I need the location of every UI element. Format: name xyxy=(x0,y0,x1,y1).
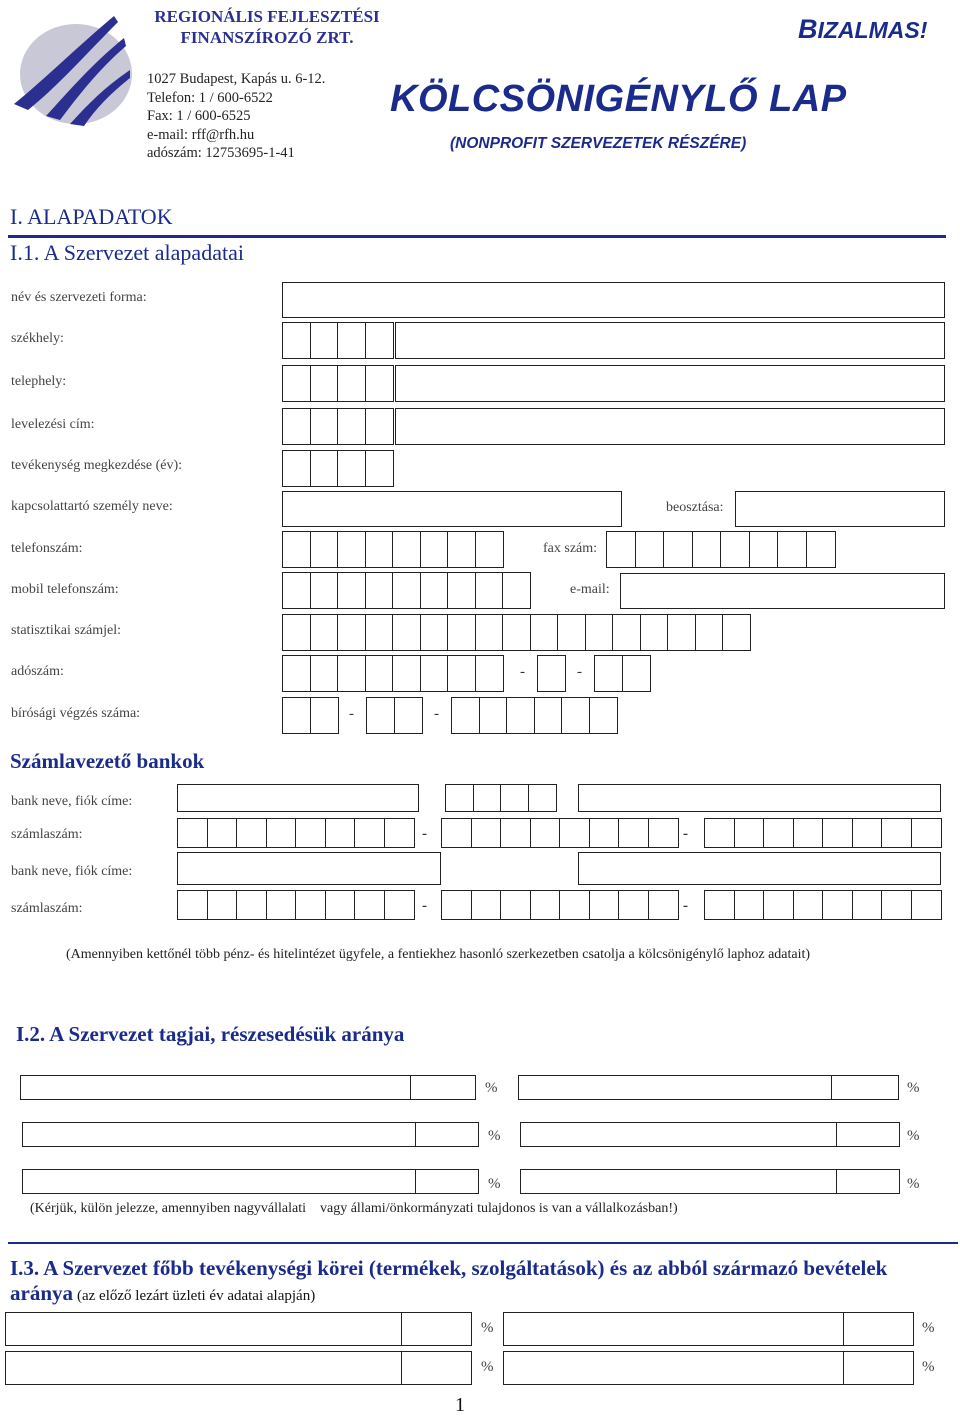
input-activity-2-share[interactable] xyxy=(843,1312,914,1346)
org-fax: Fax: 1 / 600-6525 xyxy=(147,108,251,124)
input-court-order-part1[interactable] xyxy=(282,697,337,734)
input-court-order-part2[interactable] xyxy=(366,697,421,734)
activities-heading-line2 xyxy=(10,1281,315,1306)
members-heading: I.2. A Szervezet tagjai, részesedésük aránya xyxy=(16,1022,405,1046)
label-bank-1: bank neve, fiók címe: xyxy=(11,794,133,809)
input-activity-2-name[interactable] xyxy=(503,1312,845,1346)
input-activity-1-share[interactable] xyxy=(401,1312,472,1346)
input-member-4-name[interactable] xyxy=(520,1122,838,1147)
label-mobile: mobil telefonszám: xyxy=(11,582,119,597)
page-number: 1 xyxy=(455,1394,465,1416)
input-account-2-part3[interactable] xyxy=(704,890,940,920)
input-mobile[interactable] xyxy=(282,572,530,609)
org-address: 1027 Budapest, Kapás u. 6-12. xyxy=(147,71,326,87)
input-tax-number-part1[interactable] xyxy=(282,655,502,692)
input-member-2-name[interactable] xyxy=(518,1075,833,1100)
tax-number-dash-2: - xyxy=(577,664,582,680)
org-phone: Telefon: 1 / 600-6522 xyxy=(147,89,273,106)
input-court-order-part3[interactable] xyxy=(451,697,616,734)
label-court-order: bírósági végzés száma: xyxy=(11,706,141,721)
member-2-percent: % xyxy=(907,1080,920,1096)
account-1-dash-2: - xyxy=(683,826,688,842)
activity-3-percent: % xyxy=(481,1359,494,1375)
member-1-percent: % xyxy=(485,1080,498,1096)
input-activity-4-share[interactable] xyxy=(843,1351,914,1385)
banks-heading: Számlavezető bankok xyxy=(10,749,205,773)
input-start-year[interactable] xyxy=(282,450,392,487)
input-account-1-part3[interactable] xyxy=(704,818,940,848)
input-tax-number-part3[interactable] xyxy=(594,655,649,692)
input-account-2-part2[interactable] xyxy=(441,890,677,920)
org-tax-number: adószám: 12753695-1-41 xyxy=(147,145,295,161)
input-mail-address[interactable] xyxy=(395,408,945,445)
label-position: beosztása: xyxy=(666,500,724,515)
activity-2-percent: % xyxy=(922,1320,935,1336)
subsection-heading-alapadatai: I.1. A Szervezet alapadatai xyxy=(10,240,244,265)
label-email: e-mail: xyxy=(570,582,610,597)
confidential-label xyxy=(798,14,927,45)
input-member-5-name[interactable] xyxy=(22,1169,417,1194)
input-mail-postcode[interactable] xyxy=(282,408,392,445)
section-heading-alapadatok: I. ALAPADATOK xyxy=(10,204,173,229)
input-phone[interactable] xyxy=(282,531,502,568)
input-member-3-name[interactable] xyxy=(22,1122,417,1147)
label-name-form: név és szervezeti forma: xyxy=(11,290,147,305)
input-activity-3-name[interactable] xyxy=(5,1351,403,1385)
input-account-2-part1[interactable] xyxy=(177,890,413,920)
form-title: KÖLCSÖNIGÉNYLŐ LAP xyxy=(390,78,847,120)
org-contact xyxy=(147,70,325,163)
input-stat-code[interactable] xyxy=(282,614,750,651)
member-5-percent: % xyxy=(488,1176,501,1192)
input-activity-4-name[interactable] xyxy=(503,1351,845,1385)
member-4-percent: % xyxy=(907,1128,920,1144)
tax-number-dash-1: - xyxy=(520,664,525,680)
label-seat: székhely: xyxy=(11,331,64,346)
org-name-line1: REGIONÁLIS FEJLESZTÉSI xyxy=(154,7,380,26)
input-site-postcode[interactable] xyxy=(282,365,392,402)
input-site-address[interactable] xyxy=(395,365,945,402)
input-member-4-share[interactable] xyxy=(836,1122,900,1147)
members-note: (Kérjük, külön jelezze, amennyiben nagyvállalati vagy állami/önkormányzati tulajdonos is van a vállalkozásban!) xyxy=(30,1201,678,1216)
input-member-3-share[interactable] xyxy=(415,1122,479,1147)
input-member-1-name[interactable] xyxy=(20,1075,412,1100)
label-fax: fax szám: xyxy=(543,541,598,556)
activity-4-percent: % xyxy=(922,1359,935,1375)
input-bank-1-address[interactable] xyxy=(578,784,941,812)
input-member-6-name[interactable] xyxy=(520,1169,838,1194)
input-fax[interactable] xyxy=(606,531,834,568)
section-divider-2 xyxy=(8,1242,958,1244)
court-order-dash-1: - xyxy=(349,706,354,722)
input-member-1-share[interactable] xyxy=(410,1075,476,1100)
label-phone: telefonszám: xyxy=(11,541,83,556)
input-name-form[interactable] xyxy=(282,282,945,318)
label-contact-name: kapcsolattartó személy neve: xyxy=(11,499,173,514)
input-seat-postcode[interactable] xyxy=(282,322,392,359)
form-subtitle: (NONPROFIT SZERVEZETEK RÉSZÉRE) xyxy=(450,135,747,152)
input-contact-name[interactable] xyxy=(282,491,622,527)
label-bank-2: bank neve, fiók címe: xyxy=(11,864,133,879)
court-order-dash-2: - xyxy=(434,706,439,722)
label-account-1: számlaszám: xyxy=(11,827,83,842)
input-member-6-share[interactable] xyxy=(836,1169,900,1194)
account-2-dash-1: - xyxy=(422,898,427,914)
input-bank-2-address[interactable] xyxy=(578,852,941,885)
input-bank-2-name[interactable] xyxy=(177,852,441,885)
input-tax-number-part2[interactable] xyxy=(537,655,565,692)
label-stat-code: statisztikai számjel: xyxy=(11,623,122,638)
section-divider xyxy=(8,235,946,238)
label-start-year: tevékenység megkezdése (év): xyxy=(11,458,183,473)
account-2-dash-2: - xyxy=(683,898,688,914)
input-member-5-share[interactable] xyxy=(415,1169,479,1194)
input-position[interactable] xyxy=(735,491,945,527)
input-activity-1-name[interactable] xyxy=(5,1312,403,1346)
org-name-line2: FINANSZÍROZÓ ZRT. xyxy=(180,28,354,47)
input-activity-3-share[interactable] xyxy=(401,1351,472,1385)
org-email: e-mail: rff@rfh.hu xyxy=(147,126,255,143)
confidential-first-letter: B xyxy=(798,14,818,44)
label-tax-number: adószám: xyxy=(11,664,64,679)
activity-1-percent: % xyxy=(481,1320,494,1336)
input-account-1-part1[interactable] xyxy=(177,818,413,848)
label-account-2: számlaszám: xyxy=(11,901,83,916)
label-site: telephely: xyxy=(11,374,67,389)
company-logo xyxy=(6,8,136,126)
banks-note: (Amennyiben kettőnél több pénz- és hitelintézet ügyfele, a fentiekhez hasonló szerkezetben csatolja a kölcsönigénylő laphoz adatait) xyxy=(66,947,811,962)
confidential-rest: IZALMAS! xyxy=(817,17,928,43)
org-name xyxy=(142,6,392,48)
activities-heading-note: (az előző lezárt üzleti év adatai alapján) xyxy=(77,1288,316,1304)
label-mail-address: levelezési cím: xyxy=(11,417,95,432)
member-3-percent: % xyxy=(488,1128,501,1144)
input-bank-1-postcode[interactable] xyxy=(445,784,555,812)
input-seat-address[interactable] xyxy=(395,322,945,359)
activities-heading-ratio: aránya xyxy=(10,1281,73,1305)
account-1-dash-1: - xyxy=(422,826,427,842)
activities-heading: I.3. A Szervezet főbb tevékenységi körei (termékek, szolgáltatások) és az abból származó bevételek xyxy=(10,1256,888,1280)
input-member-2-share[interactable] xyxy=(831,1075,899,1100)
input-email[interactable] xyxy=(620,573,945,609)
input-bank-1-name[interactable] xyxy=(177,784,419,812)
input-account-1-part2[interactable] xyxy=(441,818,677,848)
member-6-percent: % xyxy=(907,1176,920,1192)
